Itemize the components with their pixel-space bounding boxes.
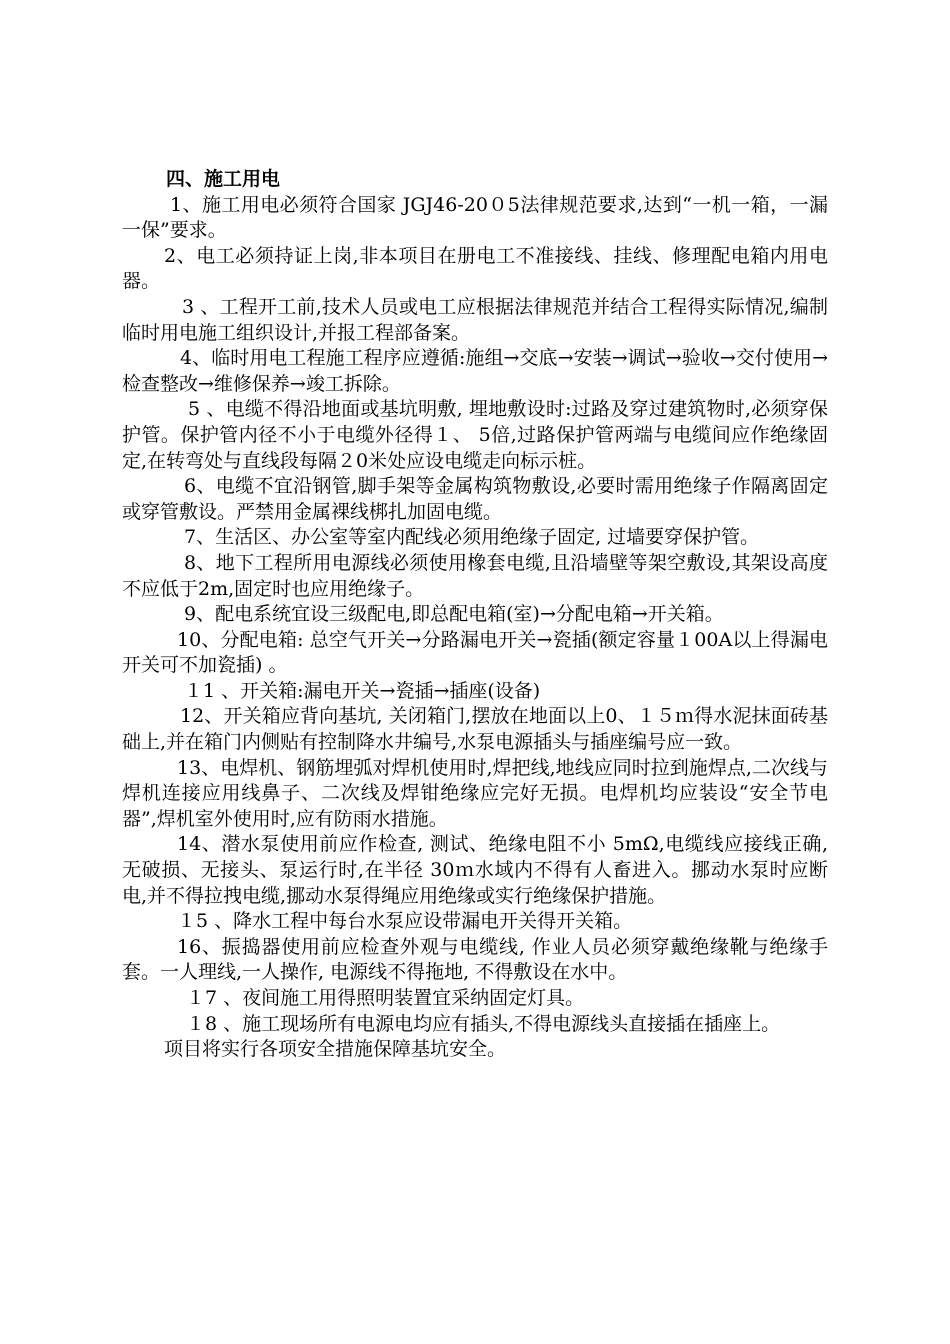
paragraph-7: 7、生活区、办公室等室内配线必须用绝缘子固定, 过墙要穿保护管。: [184, 526, 760, 549]
paragraph-11: １1 、开关箱:漏电开关→瓷插→插座(设备): [184, 679, 541, 702]
document-page: [122, 167, 828, 1063]
paragraph-1: 1、施工用电必须符合国家 JGJ46-20０5法律规范要求,达到“一机一箱，一漏一保”要求。: [122, 193, 828, 242]
paragraph-14: 14、潜水泵使用前应作检查, 测试、绝缘电阻不小 5mΩ,电缆线应接线正确,无破损、无接头、泵运行时,在半径 30ｍ水域内不得有人畜进入。挪动水泵时应断电,并不得拉拽电缆,挪动水泵得绳应用绝缘或实行绝缘保护措施。: [122, 833, 828, 907]
paragraph-17: １7 、夜间施工用得照明装置宜采纳固定灯具。: [186, 987, 585, 1009]
paragraph-6: 6、电缆不宜沿钢管,脚手架等金属构筑物敷设,必要时需用绝缘子作隔离固定或穿管敷设。严禁用金属裸线梆扎加固电缆。: [122, 475, 828, 523]
section-title: 四、施工用电: [166, 168, 281, 190]
closing-paragraph: 项目将实行各项安全措施保障基坑安全。: [164, 1038, 507, 1061]
paragraph-3: 3 、工程开工前,技术人员或电工应根据法律规范并结合工程得实际情况,编制临时用电施工组织设计,并报工程部备案。: [122, 295, 828, 344]
paragraph-4: 4、临时用电工程施工程序应遵循:施组→交底→安装→调试→验收→交付使用→检查整改→维修保养→竣工拆除。: [122, 347, 828, 395]
paragraph-9: 9、配电系统宜设三级配电,即总配电箱(室)→分配电箱→开关箱。: [184, 603, 724, 626]
paragraph-8: 8、地下工程所用电源线必须使用橡套电缆,且沿墙壁等架空敷设,其架设高度不应低于2m,固定时也应用绝缘子。: [122, 551, 828, 600]
paragraph-13: 13、电焊机、钢筋埋弧对焊机使用时,焊把线,地线应同时拉到施焊点,二次线与焊机连接应用线鼻子、二次线及焊钳绝缘应完好无损。电焊机均应装设“安全节电器”,焊机室外使用时,应有防雨水措施。: [122, 756, 828, 830]
paragraph-12: 12、开关箱应背向基坑, 关闭箱门,摆放在地面以上0、１５ｍ得水泥抹面砖基础上,并在箱门内侧贴有控制降水井编号,水泵电源插头与插座编号应一致。: [122, 705, 828, 754]
paragraph-2: 2、电工必须持证上岗,非本项目在册电工不准接线、挂线、修理配电箱内用电器。: [122, 244, 828, 293]
paragraph-10: 10、分配电箱: 总空气开关→分路漏电开关→瓷插(额定容量１00A以上得漏电开关可不加瓷插) 。: [122, 628, 828, 677]
paragraph-5: 5 、电缆不得沿地面或基坑明敷, 埋地敷设时:过路及穿过建筑物时,必须穿保护管。保护管内径不小于电缆外径得１、 5倍,过路保护管两端与电缆间应作绝缘固定,在转弯处与直线段每隔２0米处应设电缆走向标示桩。: [122, 398, 828, 472]
paragraph-16: 16、振捣器使用前应检查外观与电缆线, 作业人员必须穿戴绝缘靴与绝缘手套。一人理线,一人操作, 电源线不得拖地, 不得敷设在水中。: [122, 935, 828, 984]
paragraph-18: １8 、施工现场所有电源电均应有插头,不得电源线头直接插在插座上。: [186, 1012, 781, 1035]
paragraph-15: １5 、降水工程中每台水泵应设带漏电开关得开关箱。: [177, 910, 633, 933]
